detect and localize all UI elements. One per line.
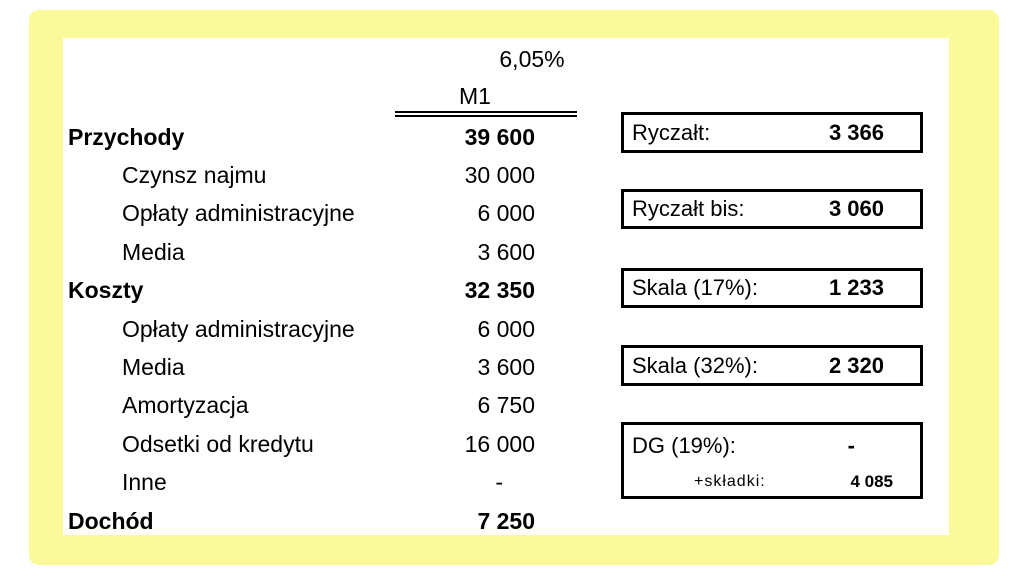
side-box-skala-17 [621, 268, 923, 308]
row-label: Koszty [68, 277, 144, 304]
dg-main-row [624, 425, 920, 467]
row-value: 16 000 [464, 430, 535, 457]
table-row-media-przychody [63, 233, 535, 271]
box-value: - [847, 433, 855, 458]
side-box-ryczalt-bis [621, 189, 923, 229]
box-value: 2 320 [828, 352, 884, 378]
box-label: DG (19%): [632, 433, 736, 458]
box-label: Skala (32%): [632, 352, 758, 378]
dg-skladki-row [624, 467, 920, 496]
table-row-amortyzacja [63, 387, 535, 425]
row-label: Amortyzacja [122, 392, 249, 419]
row-value: 32 350 [464, 277, 535, 304]
side-box-ryczalt [621, 112, 923, 153]
row-value: 6 000 [477, 315, 535, 342]
box-value: 3 060 [828, 196, 884, 221]
table-row-oplaty-administracyjne-koszty [63, 310, 535, 348]
table-row-inne [63, 464, 535, 502]
box-sub-label: +składki: [694, 472, 766, 490]
box-label: Skala (17%): [632, 275, 758, 300]
table-row-oplaty-administracyjne-przychody [63, 195, 535, 233]
table-row-koszty [63, 272, 535, 310]
table-row-czynsz-najmu [63, 156, 535, 194]
row-label: Przychody [68, 123, 185, 150]
row-label: Inne [122, 469, 167, 496]
table-row-odsetki-od-kredytu [63, 425, 535, 463]
box-value: 1 233 [828, 275, 884, 300]
side-box-dg [621, 422, 923, 499]
row-value: 6 750 [477, 392, 535, 419]
table-row-przychody [63, 118, 535, 156]
column-header-m1: M1 [459, 83, 491, 109]
row-label: Opłaty administracyjne [122, 200, 355, 227]
double-rule [395, 111, 577, 117]
row-label: Dochód [68, 507, 154, 534]
row-label: Media [122, 354, 185, 381]
row-value: 6 000 [477, 200, 535, 227]
box-label: Ryczałt: [632, 119, 711, 145]
side-box-skala-32 [621, 345, 923, 386]
table-row-dochod [63, 502, 535, 540]
box-sub-value: 4 085 [850, 471, 893, 491]
box-label: Ryczałt bis: [632, 196, 745, 221]
table-row-media-koszty [63, 348, 535, 386]
rate-header: 6,05% [499, 46, 565, 72]
box-value: 3 366 [828, 119, 884, 145]
row-value: 39 600 [464, 123, 535, 150]
row-value: - [495, 469, 503, 496]
row-label: Media [122, 238, 185, 265]
row-label: Opłaty administracyjne [122, 315, 355, 342]
row-label: Czynsz najmu [122, 162, 267, 189]
row-label: Odsetki od kredytu [122, 430, 314, 457]
row-value: 7 250 [477, 507, 535, 534]
row-value: 3 600 [477, 238, 535, 265]
row-value: 30 000 [464, 162, 535, 189]
row-value: 3 600 [477, 354, 535, 381]
content-panel [63, 38, 949, 535]
summary-table [63, 118, 535, 540]
